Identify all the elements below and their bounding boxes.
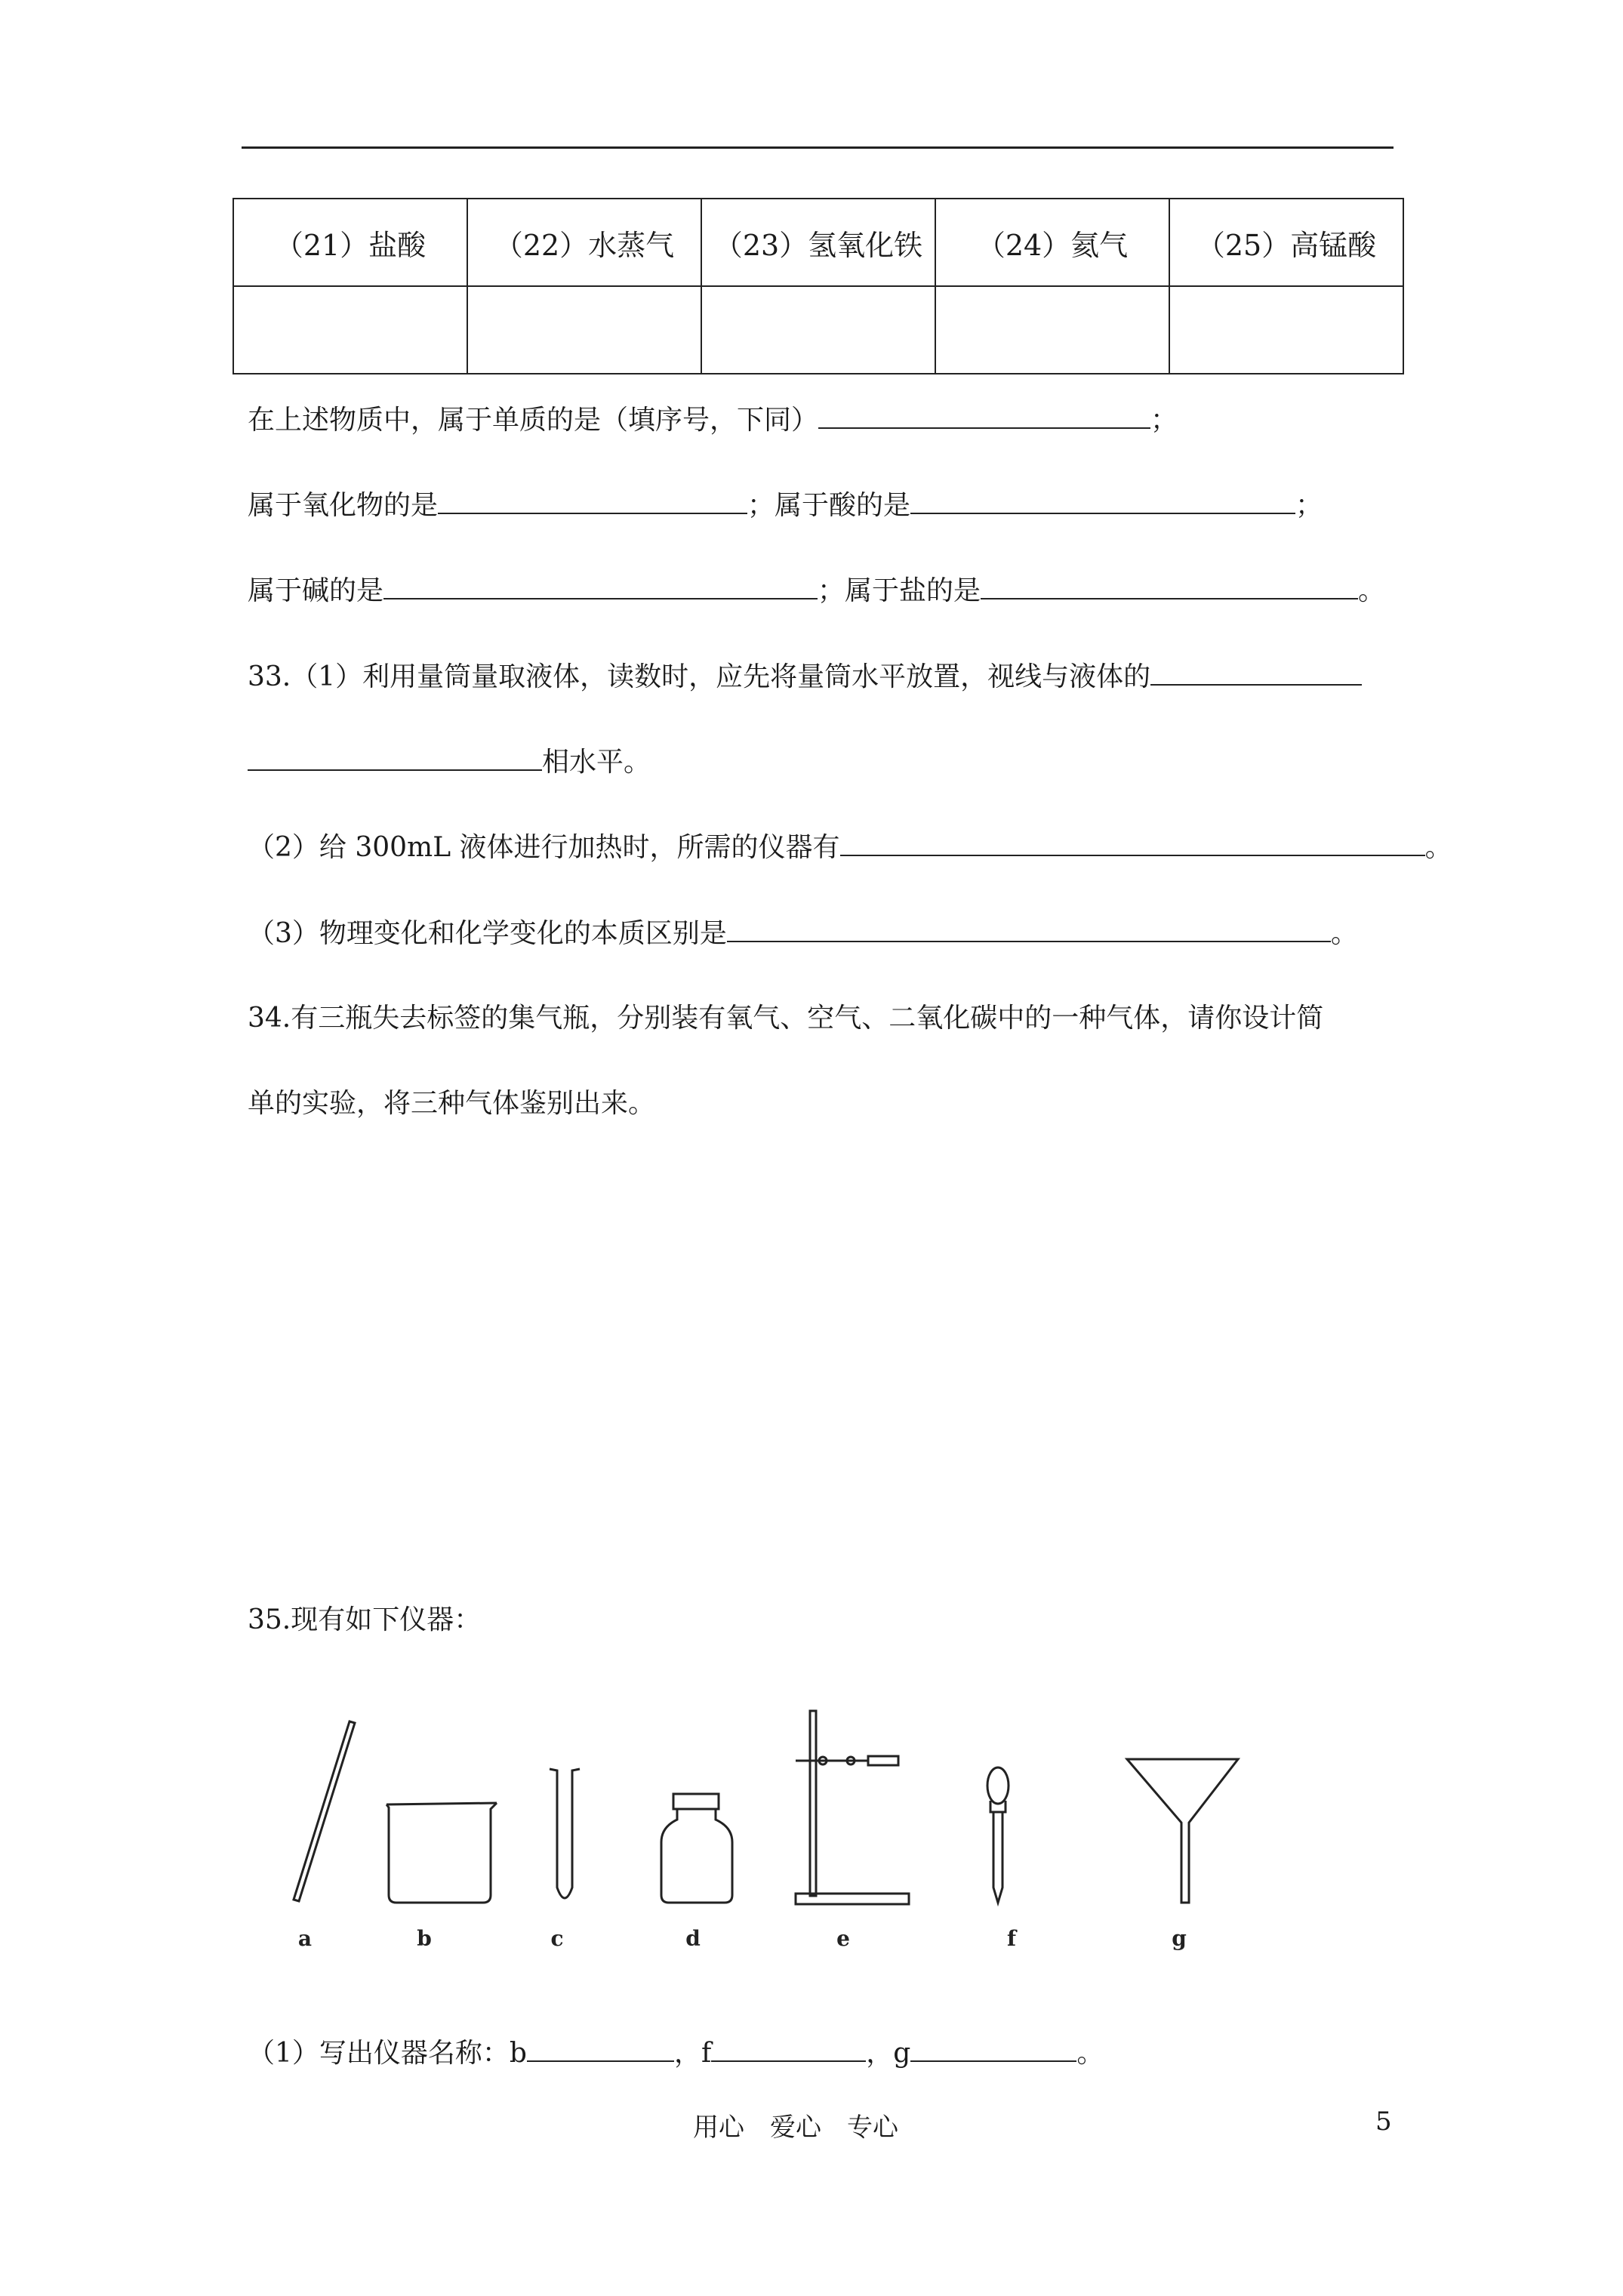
punctuation: 。 <box>1330 918 1358 949</box>
punctuation: 。 <box>1358 575 1386 606</box>
beaker-name-blank[interactable] <box>527 2035 674 2062</box>
funnel-name-blank[interactable] <box>910 2035 1076 2062</box>
test-tube-icon <box>550 1769 580 1898</box>
instrument-label: g <box>1172 1926 1187 1951</box>
q33-1-prompt: 33.（1）利用量筒量取液体，读数时，应先将量筒水平放置，视线与液体的 <box>248 661 1151 692</box>
page-number: 5 <box>1375 2106 1392 2137</box>
q35-intro: 35.现有如下仪器： <box>248 1604 482 1635</box>
q35-1-prompt: （1）写出仪器名称：b <box>248 2038 527 2069</box>
q34-line-1: 34.有三瓶失去标签的集气瓶，分别装有氧气、空气、二氧化碳中的一种气体，请你设计简 <box>248 1003 1324 1034</box>
instrument-label: d <box>685 1926 701 1951</box>
q32-prompt: 在上述物质中，属于单质的是（填序号，下同） <box>248 405 819 436</box>
table-cell: （21）盐酸 <box>233 199 467 286</box>
q32-acid-prompt: ；属于酸的是 <box>747 490 911 521</box>
punctuation: ； <box>1295 490 1323 521</box>
separator: ，f <box>673 2038 712 2069</box>
q32-base-prompt: 属于碱的是 <box>248 575 384 606</box>
instrument-label: c <box>550 1926 564 1951</box>
q35-sub-1 <box>248 2035 1104 2072</box>
instrument-label: f <box>1006 1926 1017 1951</box>
q33-2-prompt: （2）给 300mL 液体进行加热时，所需的仪器有 <box>248 832 840 863</box>
instrument-label: b <box>417 1926 432 1951</box>
q32-salt-prompt: ；属于盐的是 <box>818 575 981 606</box>
punctuation: 。 <box>1424 832 1452 863</box>
footer-motto: 用心 爱心 专心 <box>693 2113 898 2143</box>
q33-1-cont-text: 相水平。 <box>542 747 651 778</box>
table-cell: （22）水蒸气 <box>467 199 701 286</box>
q32-oxide-prompt: 属于氧化物的是 <box>248 490 439 521</box>
table-cell: （25）高锰酸 <box>1169 199 1403 286</box>
beaker-icon <box>387 1803 497 1903</box>
glass-rod-icon <box>294 1721 355 1901</box>
q33-3-prompt: （3）物理变化和化学变化的本质区别是 <box>248 918 727 949</box>
dropper-name-blank[interactable] <box>711 2035 866 2062</box>
dropper-icon <box>987 1767 1009 1903</box>
table-cell: （23）氢氧化铁 <box>701 199 935 286</box>
wide-mouth-bottle-icon <box>661 1794 732 1903</box>
funnel-icon <box>1127 1759 1238 1903</box>
q34-line-2: 单的实验，将三种气体鉴别出来。 <box>248 1088 656 1119</box>
separator: ，g <box>866 2038 911 2069</box>
punctuation: 。 <box>1076 2038 1104 2069</box>
iron-stand-icon <box>796 1711 909 1904</box>
instrument-label: e <box>836 1926 850 1951</box>
instrument-label: a <box>297 1926 313 1951</box>
table-cell: （24）氦气 <box>935 199 1169 286</box>
punctuation: ； <box>1150 405 1178 436</box>
